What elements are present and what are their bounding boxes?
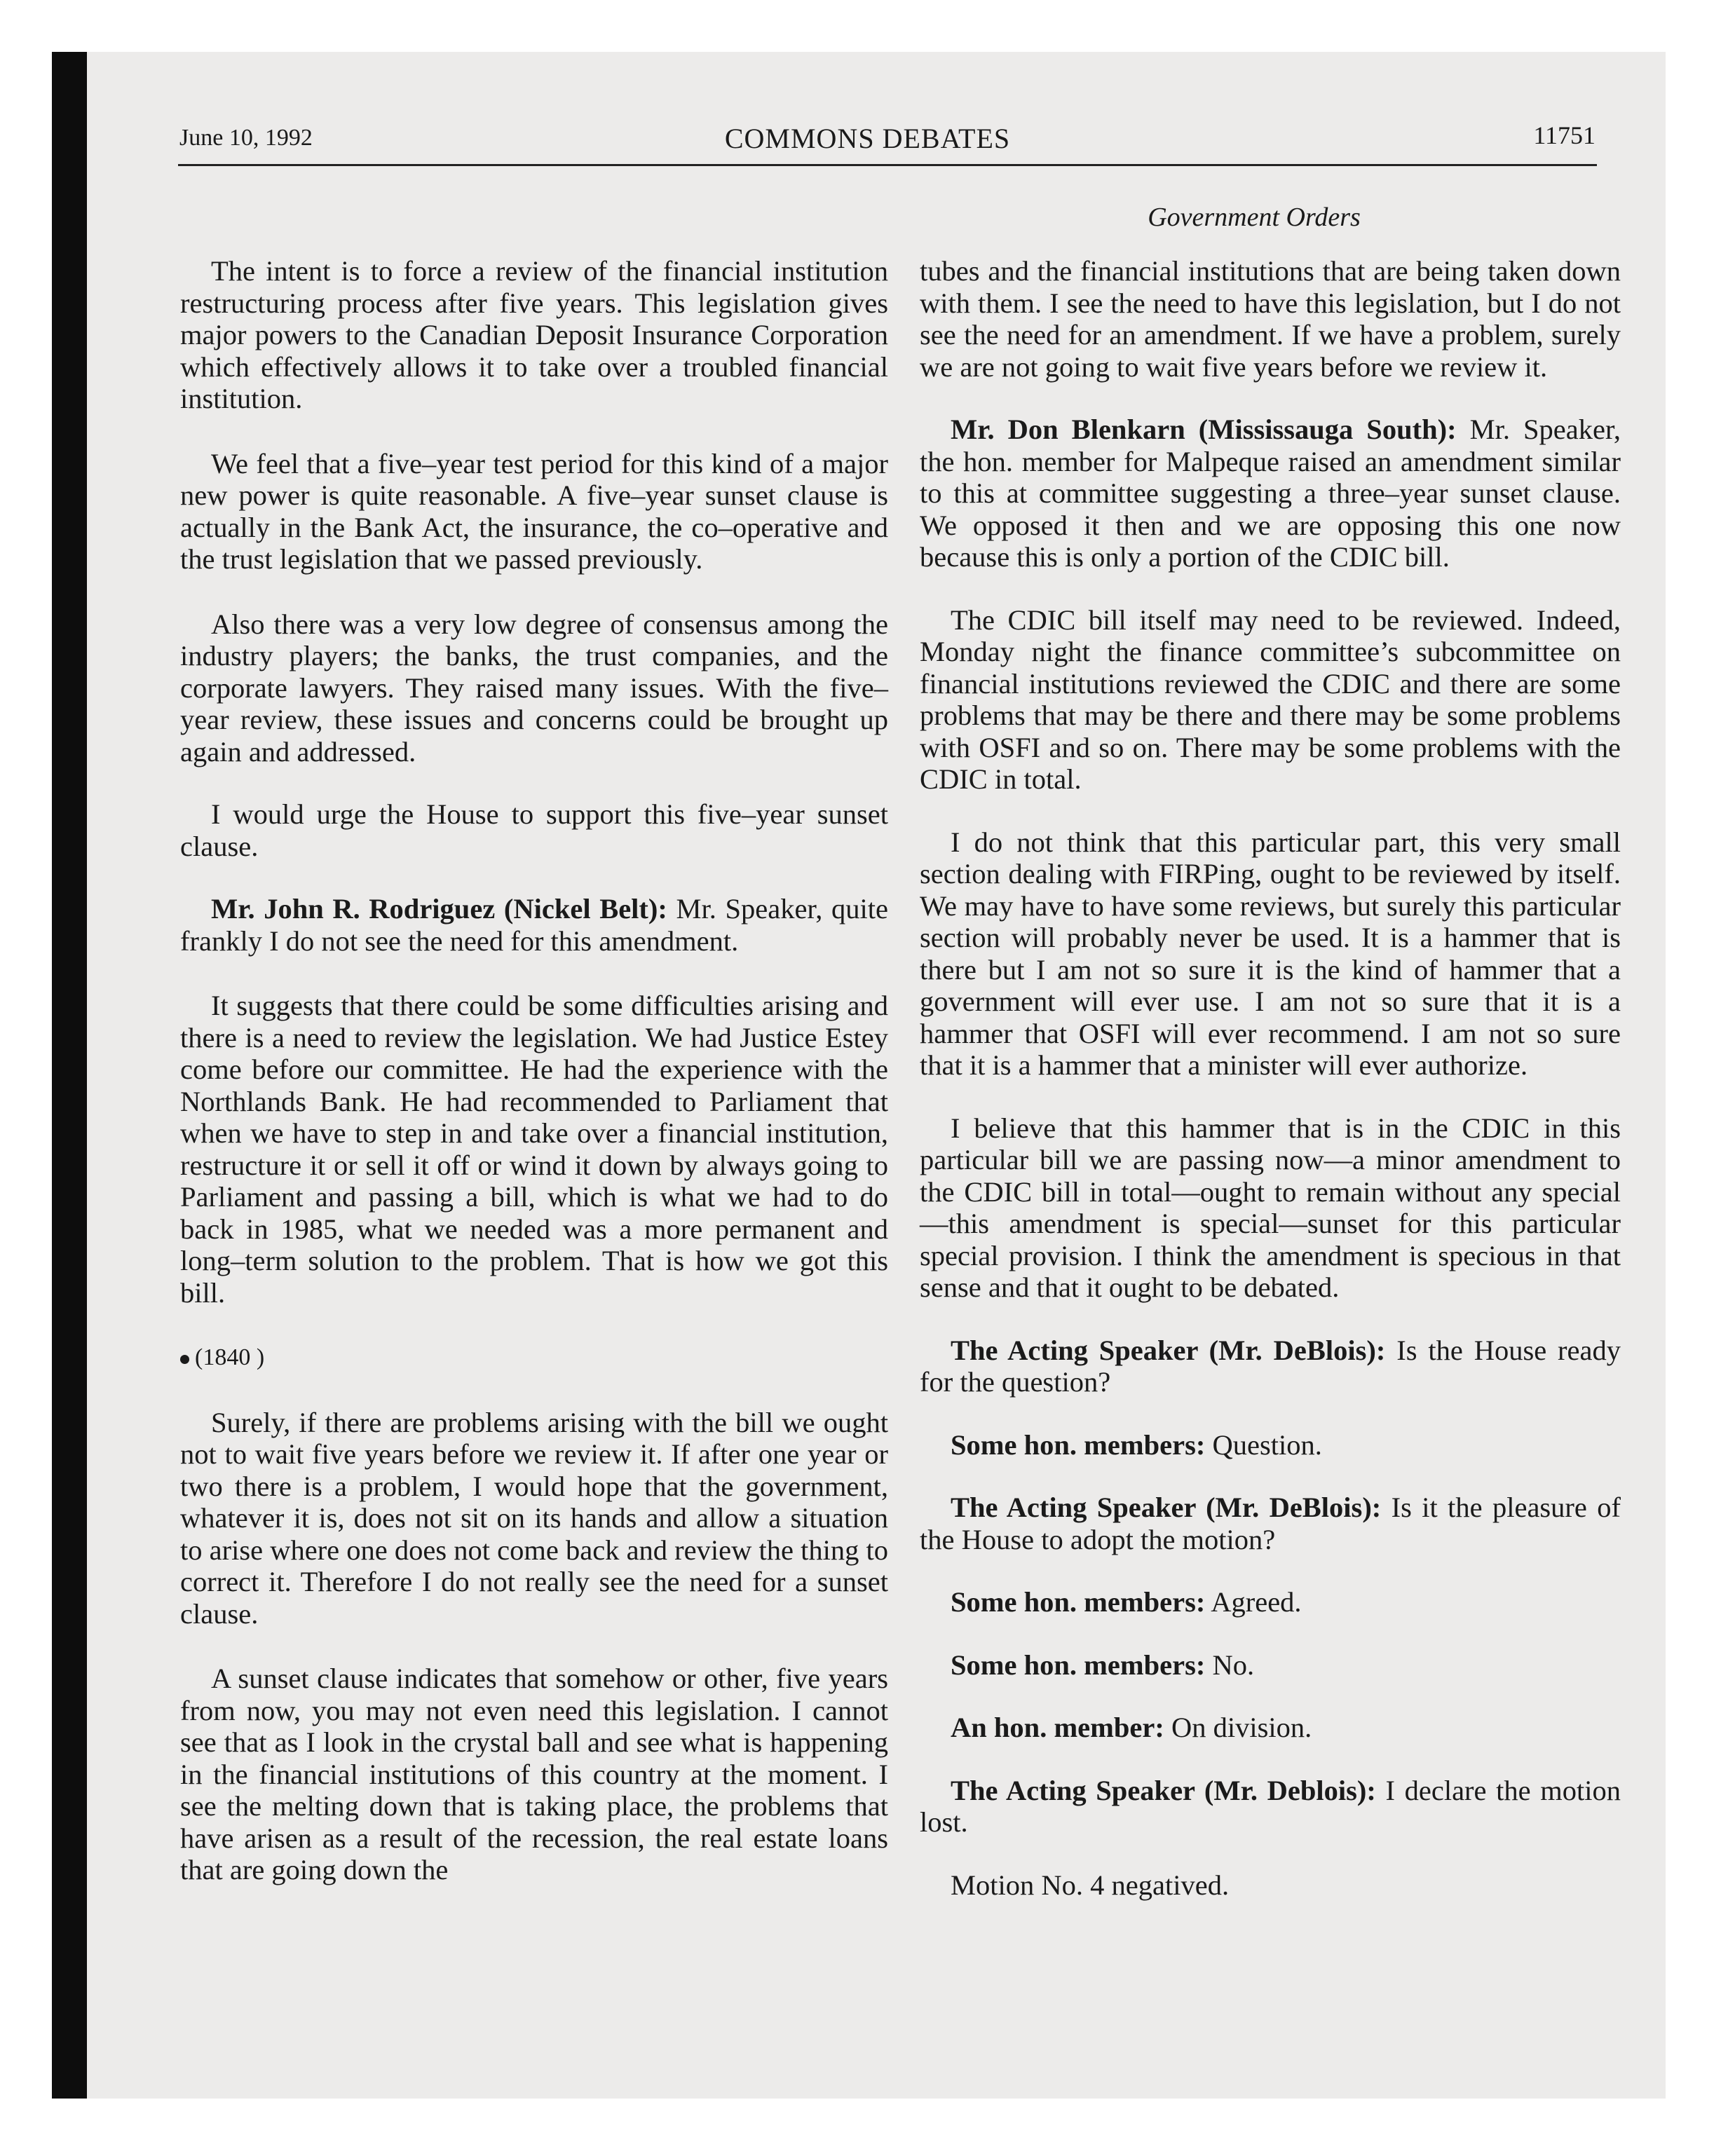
speech-text: Question. bbox=[1205, 1428, 1322, 1461]
speaker-name: Mr. Don Blenkarn (Mississauga South): bbox=[951, 414, 1457, 445]
speech-paragraph bbox=[920, 414, 1621, 573]
speaker-name: The Acting Speaker (Mr. DeBlois): bbox=[951, 1334, 1386, 1366]
speech-paragraph bbox=[920, 1429, 1621, 1461]
speech-text: Mr. Speaker, the hon. member for Malpeque raised an amendment similar to this at committee suggesting a three–year sunset clause. We opposed it then and we are opposing this one now because this is only a portion of the CDIC bill. bbox=[920, 414, 1621, 573]
speech-text: Is the House ready for the question? bbox=[920, 1334, 1621, 1398]
speech-paragraph bbox=[920, 1335, 1621, 1398]
speech-paragraph bbox=[920, 1775, 1621, 1838]
speech-text: Mr. Speaker, quite frankly I do not see the need for this amendment. bbox=[180, 893, 888, 957]
header-date: June 10, 1992 bbox=[179, 125, 313, 151]
right-column bbox=[920, 255, 1621, 1934]
section-label: Government Orders bbox=[1148, 203, 1361, 232]
paragraph: A sunset clause indicates that somehow or other, five years from now, you may not even need this legislation. I cannot see that as I look in the crystal ball and see what is happening in the financial institutions of this country at the moment. I see the melting down that is taking place, the problems that have arisen as a result of the recession, the real estate loans that are going down the bbox=[180, 1663, 888, 1885]
speech-paragraph bbox=[920, 1649, 1621, 1681]
speaker-name: Some hon. members: bbox=[951, 1586, 1206, 1618]
paragraph: Surely, if there are problems arising with the bill we ought not to wait five years before we review it. If after one year or two there is a problem, I would hope that the government, whatever it is, does not sit on its hands and allow a situation to arise where one does not come back and review the thing to correct it. Therefore I do not really see the need for a sunset clause. bbox=[180, 1406, 888, 1630]
paragraph: tubes and the financial institutions that are being taken down with them. I see the need to have this legislation, but I do not see the need for an amendment. If we have a problem, surely we are not going to wait five years before we review it. bbox=[920, 255, 1621, 383]
header-page-number: 11751 bbox=[1533, 121, 1595, 149]
speech-text: Is it the pleasure of the House to adopt the motion? bbox=[920, 1492, 1621, 1555]
speech-text: No. bbox=[1205, 1649, 1255, 1681]
bullet-icon bbox=[180, 1355, 189, 1364]
speech-text: On division. bbox=[1164, 1712, 1312, 1743]
paragraph: I would urge the House to support this five–year sunset clause. bbox=[180, 798, 888, 862]
paragraph: I believe that this hammer that is in the CDIC in this particular bill we are passing now—a minor amendment to the CDIC bill in total—ought to remain without any special—this amendment is special—sunset for this particular special provision. I think the amendment is specious in that sense and that it ought to be debated. bbox=[920, 1112, 1621, 1303]
speaker-name: Mr. John R. Rodriguez (Nickel Belt): bbox=[211, 893, 667, 925]
paragraph: It suggests that there could be some difficulties arising and there is a need to review the legislation. We had Justice Estey come before our committee. He had the experience with the Northlands Bank. He had recommended to Parliament that when we have to step in and take over a financial institution, restructure it or sell it off or wind it down by always going to Parliament and passing a bill, which is what we had to do back in 1985, what we needed was a more permanent and long–term solution to the problem. That is how we got this bill. bbox=[180, 990, 888, 1309]
speaker-name: Some hon. members: bbox=[951, 1428, 1206, 1461]
speech-paragraph bbox=[920, 1492, 1621, 1555]
left-column bbox=[180, 255, 888, 1919]
speech-text: I declare the motion lost. bbox=[920, 1774, 1621, 1838]
speaker-name: Some hon. members: bbox=[951, 1649, 1206, 1681]
speaker-name: The Acting Speaker (Mr. DeBlois): bbox=[951, 1492, 1382, 1523]
paragraph: I do not think that this particular part, this very small section dealing with FIRPing, ought to be reviewed by itself. We may have to have some reviews, but surely this particular section will probably never be used. It is a hammer that is there but I am not so sure it is the kind of hammer that a government will ever use. I am not so sure that it is a hammer that OSFI will ever recommend. I am not so sure that it is a hammer that a minister will ever authorize. bbox=[920, 826, 1621, 1081]
timestamp-text: (1840 ) bbox=[195, 1344, 265, 1370]
speech-paragraph bbox=[920, 1586, 1621, 1618]
paragraph: The intent is to force a review of the financial institution restructuring process after five years. This legislation gives major powers to the Canadian Deposit Insurance Corporation which effectively allows it to take over a troubled financial institution. bbox=[180, 255, 888, 414]
speaker-name: The Acting Speaker (Mr. Deblois): bbox=[951, 1774, 1376, 1806]
speech-text: Agreed. bbox=[1205, 1586, 1302, 1618]
header-rule bbox=[178, 164, 1597, 166]
paragraph: We feel that a five–year test period for this kind of a major new power is quite reasonable. A five–year sunset clause is actually in the Bank Act, the insurance, the co–operative and the trust legislation that we passed previously. bbox=[180, 447, 888, 575]
speaker-name: An hon. member: bbox=[951, 1712, 1164, 1743]
paragraph: The CDIC bill itself may need to be reviewed. Indeed, Monday night the finance committee’s subcommittee on financial institutions reviewed the CDIC and there are some problems that may be there and there may be some problems with OSFI and so on. There may be some problems with the CDIC in total. bbox=[920, 603, 1621, 795]
paragraph: Motion No. 4 negatived. bbox=[951, 1869, 1230, 1901]
scan-edge-bar bbox=[52, 52, 87, 2099]
speech-paragraph bbox=[920, 1712, 1621, 1744]
paragraph: Also there was a very low degree of consensus among the industry players; the banks, the trust companies, and the corporate lawyers. They raised many issues. With the five–year review, these issues and concerns could be brought up again and addressed. bbox=[180, 608, 888, 767]
header-title: COMMONS DEBATES bbox=[724, 123, 1011, 154]
timestamp bbox=[180, 1342, 888, 1374]
speech-paragraph bbox=[180, 893, 888, 957]
